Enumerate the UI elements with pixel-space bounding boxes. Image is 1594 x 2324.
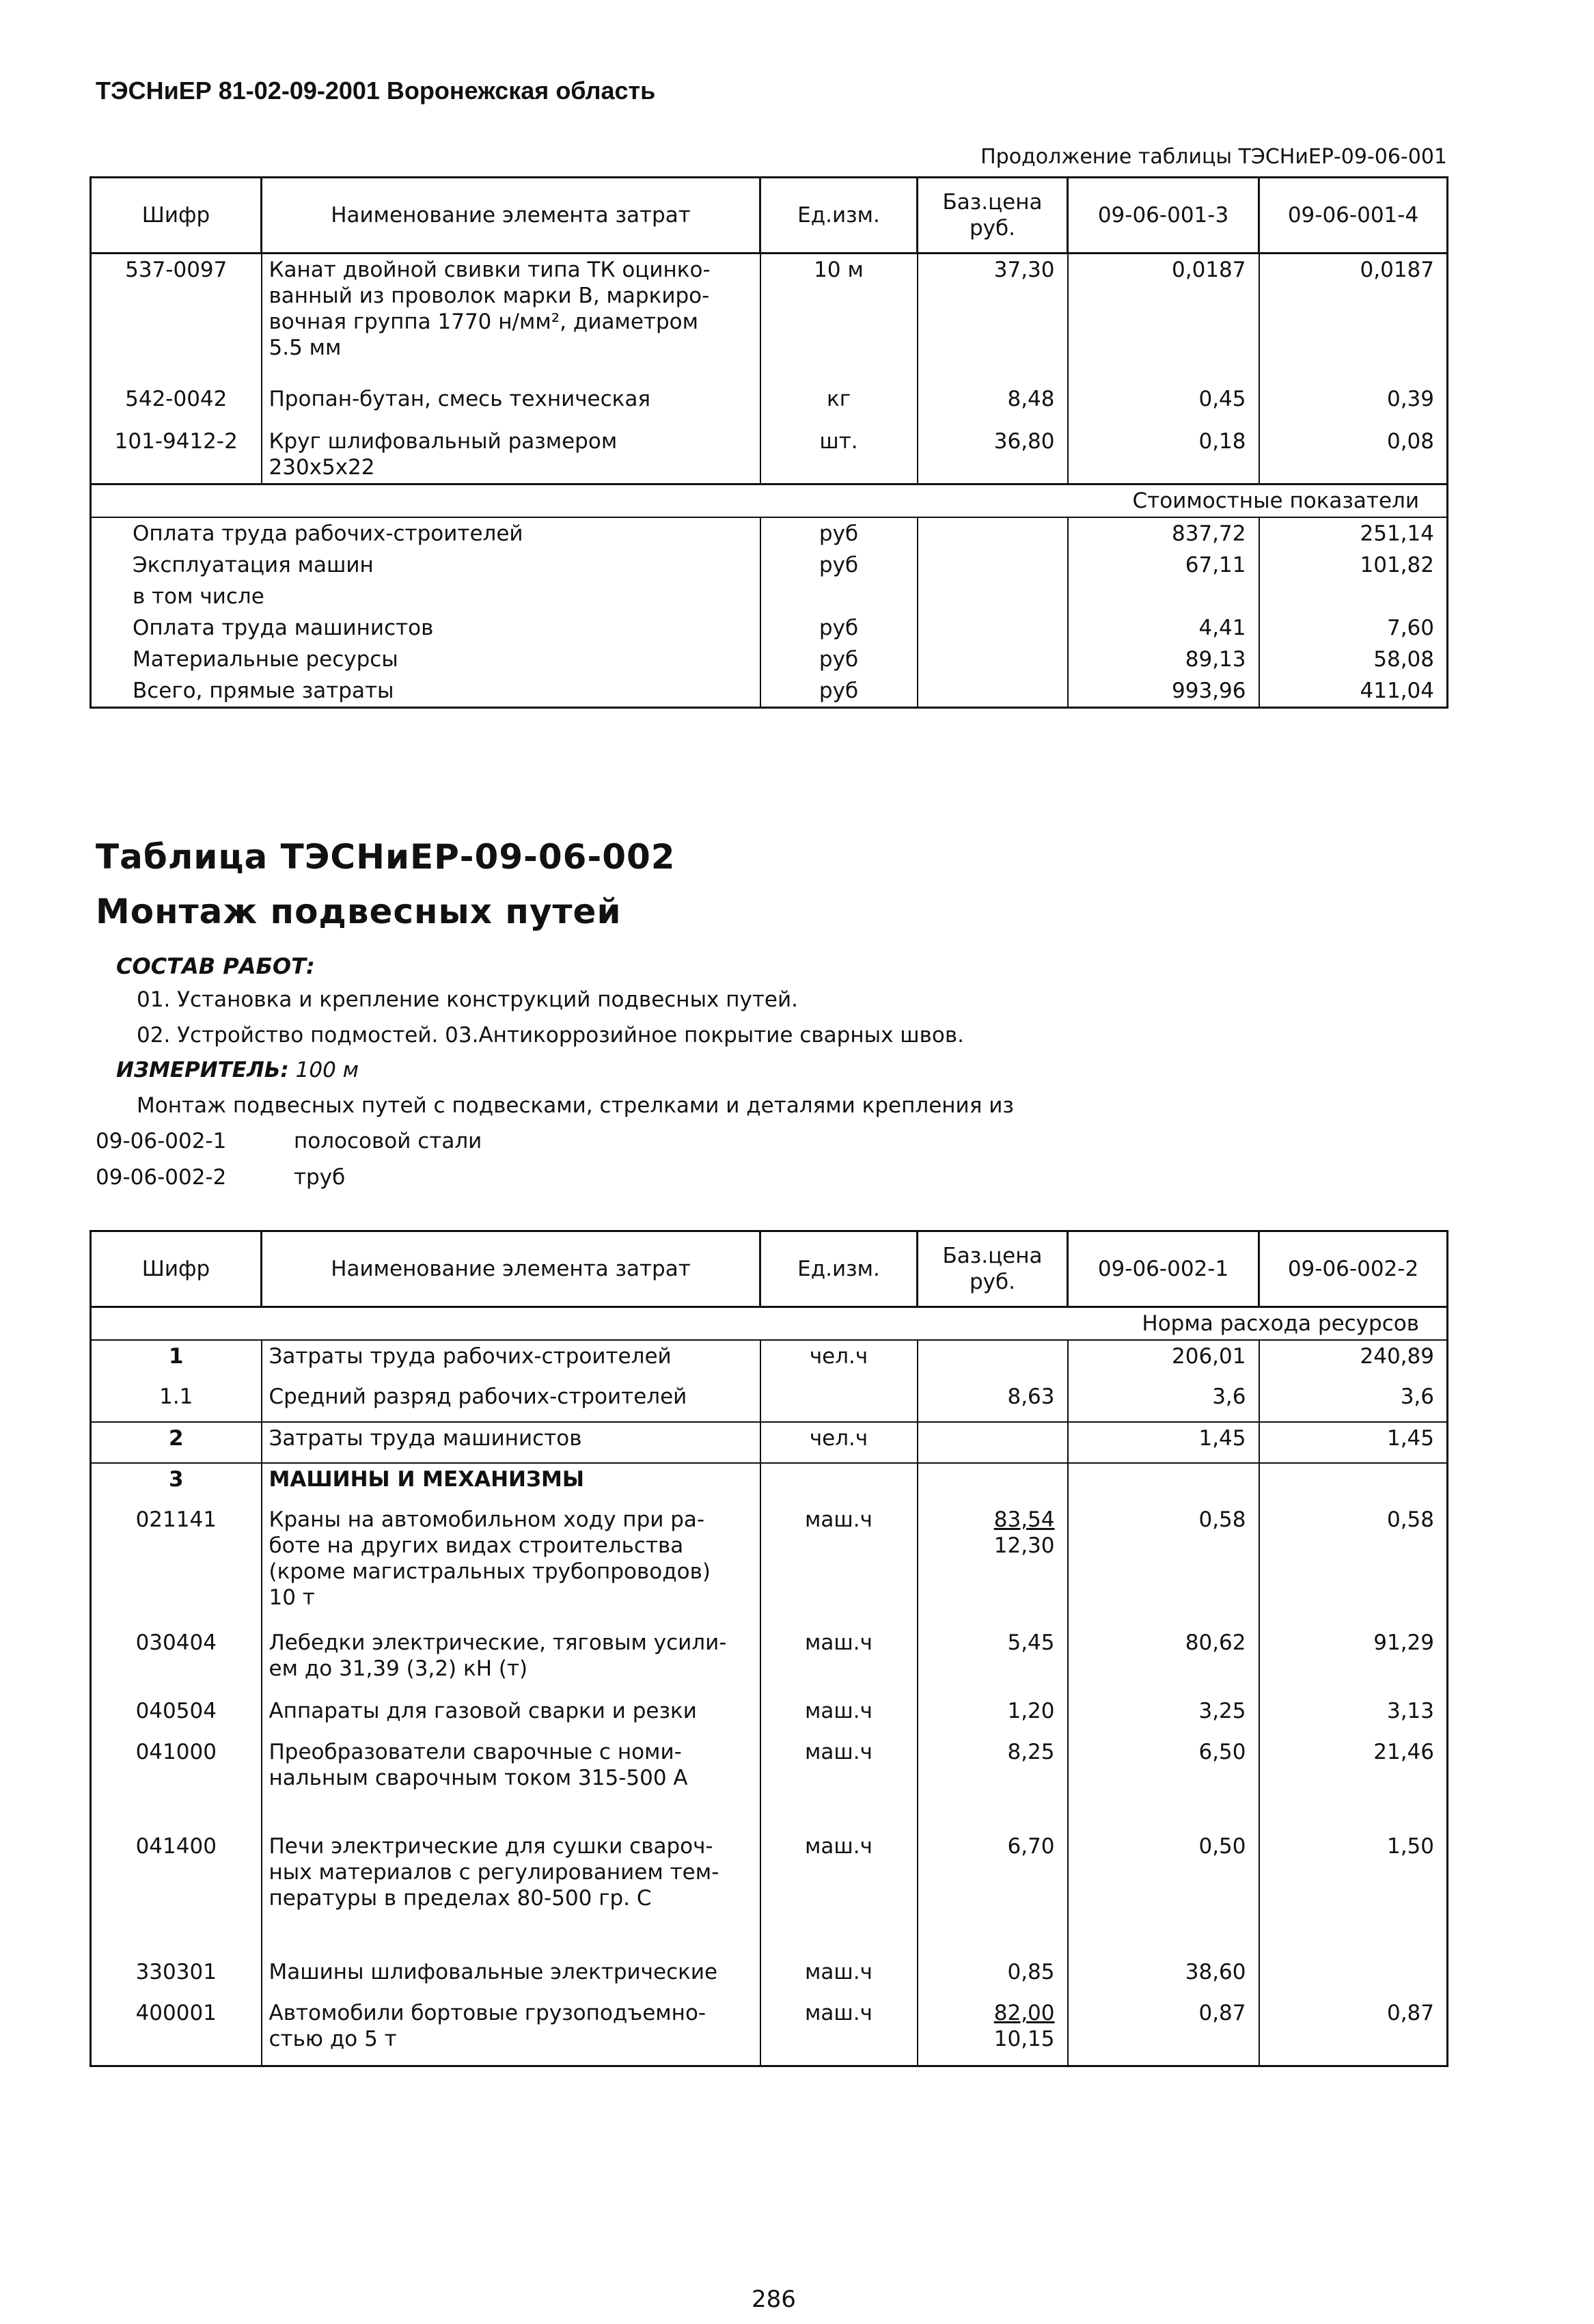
table-row (91, 1695, 1448, 1736)
cost-name: Всего, прямые затраты (91, 675, 760, 708)
table-row (91, 1831, 1448, 1956)
row-name: Затраты труда рабочих-строителей (262, 1340, 760, 1381)
resource-norm-banner (91, 1307, 1448, 1341)
row-unit: чел.ч (760, 1422, 918, 1463)
row-code: 030404 (91, 1627, 262, 1695)
variant-desc: полосовой стали (294, 1129, 482, 1153)
banner-label: Норма расхода ресурсов (91, 1307, 1448, 1341)
variant-desc: труб (294, 1165, 346, 1190)
row-price: 37,30 (918, 254, 1068, 383)
table-row (91, 254, 1448, 383)
row-code: 542-0042 (91, 383, 262, 426)
table-row (91, 1504, 1448, 1627)
variant-line (96, 1165, 345, 1190)
row-value-2 (1259, 1956, 1448, 1997)
row-value-2: 1,50 (1259, 1831, 1448, 1956)
work-item: 02. Устройство подмостей. 03.Антикоррозийное покрытие сварных швов. (137, 1023, 965, 1048)
col-header-unit: Ед.изм. (760, 178, 918, 254)
table-row (91, 426, 1448, 484)
cost-price (918, 644, 1068, 675)
table-row (91, 1627, 1448, 1695)
table-row (91, 1956, 1448, 1997)
cost-value-1: 89,13 (1068, 644, 1259, 675)
row-value-1: 0,87 (1068, 1997, 1259, 2066)
row-value-1: 0,18 (1068, 426, 1259, 484)
row-value-2: 0,39 (1259, 383, 1448, 426)
row-name: Печи электрические для сушки свароч- ных материалов с регулированием тем- пературы в пределах 80-500 гр. С (262, 1831, 760, 1956)
continuation-label: Продолжение таблицы ТЭСНиЕР-09-06-001 (980, 145, 1447, 169)
cost-price (918, 517, 1068, 549)
cost-row (91, 549, 1448, 581)
row-unit: маш.ч (760, 1504, 918, 1627)
cost-unit: руб (760, 517, 918, 549)
cost-name: Эксплуатация машин (91, 549, 760, 581)
col-header-variant-1: 09-06-002-1 (1068, 1231, 1259, 1307)
table-row (91, 383, 1448, 426)
row-unit: маш.ч (760, 1831, 918, 1956)
meter-line (116, 1058, 359, 1082)
cost-value-2: 101,82 (1259, 549, 1448, 581)
row-unit: маш.ч (760, 1627, 918, 1695)
row-code: 021141 (91, 1504, 262, 1627)
cost-row (91, 644, 1448, 675)
cost-price (918, 675, 1068, 708)
cost-unit: руб (760, 675, 918, 708)
row-unit: маш.ч (760, 1695, 918, 1736)
row-value-1: 0,0187 (1068, 254, 1259, 383)
table-row (91, 1463, 1448, 1504)
variant-code: 09-06-002-1 (96, 1129, 227, 1153)
col-header-name: Наименование элемента затрат (262, 1231, 760, 1307)
cost-value-2 (1259, 581, 1448, 612)
cost-value-1 (1068, 581, 1259, 612)
row-name: Автомобили бортовые грузоподъемно- стью до 5 т (262, 1997, 760, 2066)
work-item: 01. Установка и крепление конструкций подвесных путей. (137, 987, 798, 1012)
row-value-1: 1,45 (1068, 1422, 1259, 1463)
row-unit: маш.ч (760, 1956, 918, 1997)
cost-unit (760, 581, 918, 612)
row-unit: чел.ч (760, 1340, 918, 1381)
row-value-2: 0,0187 (1259, 254, 1448, 383)
cost-value-1: 67,11 (1068, 549, 1259, 581)
col-header-code: Шифр (91, 1231, 262, 1307)
row-unit (760, 1463, 918, 1504)
cost-row (91, 612, 1448, 644)
row-price: 6,70 (918, 1831, 1068, 1956)
table-row (91, 1997, 1448, 2066)
col-header-price: Баз.цена руб. (918, 1231, 1068, 1307)
row-value-1 (1068, 1463, 1259, 1504)
row-price (918, 1463, 1068, 1504)
work-composition-heading: СОСТАВ РАБОТ: (116, 953, 315, 979)
row-value-1: 0,50 (1068, 1831, 1259, 1956)
price-underlined: 83,54 (993, 1507, 1055, 1532)
row-code: 3 (91, 1463, 262, 1504)
row-value-2: 3,6 (1259, 1381, 1448, 1422)
row-name: Пропан-бутан, смесь техническая (262, 383, 760, 426)
col-header-unit: Ед.изм. (760, 1231, 918, 1307)
cost-price (918, 549, 1068, 581)
row-unit: 10 м (760, 254, 918, 383)
row-name: Преобразователи сварочные с номи- нальным сварочным током 315-500 А (262, 1736, 760, 1831)
table-row (91, 1340, 1448, 1381)
row-code: 2 (91, 1422, 262, 1463)
table-row (91, 1381, 1448, 1422)
cost-value-1: 4,41 (1068, 612, 1259, 644)
row-code: 040504 (91, 1695, 262, 1736)
row-code: 537-0097 (91, 254, 262, 383)
row-value-1: 0,58 (1068, 1504, 1259, 1627)
cost-unit: руб (760, 612, 918, 644)
row-value-2: 3,13 (1259, 1695, 1448, 1736)
row-name: Машины шлифовальные электрические (262, 1956, 760, 1997)
cost-price (918, 612, 1068, 644)
row-unit: маш.ч (760, 1997, 918, 2066)
row-code: 400001 (91, 1997, 262, 2066)
row-value-2 (1259, 1463, 1448, 1504)
row-price: 36,80 (918, 426, 1068, 484)
row-name: Затраты труда машинистов (262, 1422, 760, 1463)
cost-row (91, 675, 1448, 708)
row-value-1: 3,25 (1068, 1695, 1259, 1736)
price-underlined: 82,00 (993, 2001, 1055, 2025)
table-header-row (91, 1231, 1448, 1307)
row-code: 1 (91, 1340, 262, 1381)
table-09-06-002 (90, 1230, 1448, 2067)
row-value-2: 0,87 (1259, 1997, 1448, 2066)
row-value-1: 6,50 (1068, 1736, 1259, 1831)
page-header: ТЭСНиЕР 81-02-09-2001 Воронежская область (96, 77, 656, 105)
col-header-price: Баз.цена руб. (918, 178, 1068, 254)
row-price: 8,25 (918, 1736, 1068, 1831)
cost-value-2: 58,08 (1259, 644, 1448, 675)
row-value-2: 0,08 (1259, 426, 1448, 484)
cost-value-1: 837,72 (1068, 517, 1259, 549)
section-subtitle: Монтаж подвесных путей (96, 892, 622, 931)
cost-value-2: 251,14 (1259, 517, 1448, 549)
row-name: Круг шлифовальный размером 230х5х22 (262, 426, 760, 484)
row-value-1: 3,6 (1068, 1381, 1259, 1422)
cost-name: Материальные ресурсы (91, 644, 760, 675)
row-code: 1.1 (91, 1381, 262, 1422)
row-price (918, 1504, 1068, 1627)
table-row (91, 1422, 1448, 1463)
cost-unit: руб (760, 549, 918, 581)
row-name: Средний разряд рабочих-строителей (262, 1381, 760, 1422)
section-title: Таблица ТЭСНиЕР-09-06-002 (96, 837, 676, 877)
cost-unit: руб (760, 644, 918, 675)
cost-name: в том числе (91, 581, 760, 612)
table-row (91, 1736, 1448, 1831)
row-value-1: 38,60 (1068, 1956, 1259, 1997)
cost-indicators-banner (91, 484, 1448, 517)
cost-row (91, 581, 1448, 612)
cost-value-1: 993,96 (1068, 675, 1259, 708)
row-code: 041400 (91, 1831, 262, 1956)
row-price: 8,48 (918, 383, 1068, 426)
row-code: 041000 (91, 1736, 262, 1831)
meter-value: 100 м (295, 1058, 359, 1082)
col-header-name: Наименование элемента затрат (262, 178, 760, 254)
cost-name: Оплата труда рабочих-строителей (91, 517, 760, 549)
row-price: 0,85 (918, 1956, 1068, 1997)
cost-name: Оплата труда машинистов (91, 612, 760, 644)
table-header-row (91, 178, 1448, 254)
row-code: 101-9412-2 (91, 426, 262, 484)
row-price: 5,45 (918, 1627, 1068, 1695)
row-value-1: 206,01 (1068, 1340, 1259, 1381)
row-name: Лебедки электрические, тяговым усили- ем до 31,39 (3,2) кН (т) (262, 1627, 760, 1695)
cost-price (918, 581, 1068, 612)
col-header-code: Шифр (91, 178, 262, 254)
row-unit (760, 1381, 918, 1422)
intro-text: Монтаж подвесных путей с подвесками, стрелками и деталями крепления из (137, 1093, 1014, 1118)
row-value-2: 21,46 (1259, 1736, 1448, 1831)
row-value-2: 240,89 (1259, 1340, 1448, 1381)
row-name: Краны на автомобильном ходу при ра- боте на других видах строительства (кроме магистральных трубопроводов) 10 т (262, 1504, 760, 1627)
row-unit: маш.ч (760, 1736, 918, 1831)
variant-code: 09-06-002-2 (96, 1165, 227, 1190)
row-price (918, 1422, 1068, 1463)
row-name: Канат двойной свивки типа ТК оцинко- ванный из проволок марки В, маркиро- вочная группа 1770 н/мм², диаметром 5.5 мм (262, 254, 760, 383)
row-price (918, 1997, 1068, 2066)
cost-value-2: 411,04 (1259, 675, 1448, 708)
row-value-2: 1,45 (1259, 1422, 1448, 1463)
banner-label: Стоимостные показатели (91, 484, 1448, 517)
row-value-2: 91,29 (1259, 1627, 1448, 1695)
row-name: Аппараты для газовой сварки и резки (262, 1695, 760, 1736)
price-secondary: 12,30 (993, 1533, 1055, 1558)
row-price: 1,20 (918, 1695, 1068, 1736)
price-secondary: 10,15 (993, 2027, 1055, 2051)
page-number: 286 (752, 2286, 796, 2313)
row-name: МАШИНЫ И МЕХАНИЗМЫ (262, 1463, 760, 1504)
col-header-variant-2: 09-06-002-2 (1259, 1231, 1448, 1307)
row-value-1: 80,62 (1068, 1627, 1259, 1695)
row-price: 8,63 (918, 1381, 1068, 1422)
row-code: 330301 (91, 1956, 262, 1997)
row-price (918, 1340, 1068, 1381)
col-header-variant-4: 09-06-001-4 (1259, 178, 1448, 254)
cost-value-2: 7,60 (1259, 612, 1448, 644)
cost-row (91, 517, 1448, 549)
row-value-2: 0,58 (1259, 1504, 1448, 1627)
table-09-06-001-continuation (90, 176, 1448, 709)
meter-label: ИЗМЕРИТЕЛЬ: (116, 1058, 289, 1082)
row-value-1: 0,45 (1068, 383, 1259, 426)
variant-line (96, 1129, 482, 1153)
col-header-variant-3: 09-06-001-3 (1068, 178, 1259, 254)
row-unit: шт. (760, 426, 918, 484)
row-unit: кг (760, 383, 918, 426)
